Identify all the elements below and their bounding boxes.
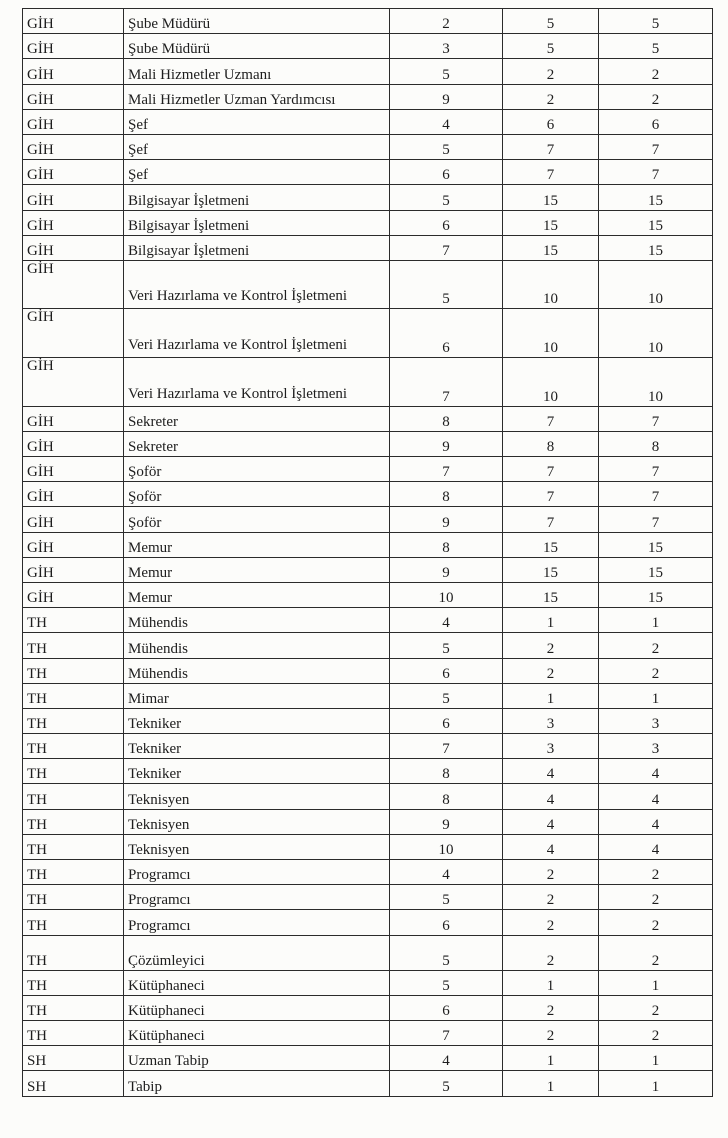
- title-cell: Memur: [124, 557, 390, 582]
- title-cell: Teknisyen: [124, 834, 390, 859]
- degree-cell: 5: [390, 683, 503, 708]
- count-cell: 1: [599, 970, 713, 995]
- degree-cell: 5: [390, 59, 503, 84]
- table-row: [23, 109, 713, 134]
- service-cell: GİH: [23, 84, 124, 109]
- title-cell: Memur: [124, 582, 390, 607]
- degree-cell: 9: [390, 84, 503, 109]
- degree-cell: 5: [390, 935, 503, 970]
- count-cell: 1: [503, 970, 599, 995]
- table-row: [23, 358, 713, 407]
- count-cell: 4: [599, 784, 713, 809]
- table-row: [23, 834, 713, 859]
- count-cell: 7: [599, 457, 713, 482]
- degree-cell: 6: [390, 708, 503, 733]
- title-cell: Teknisyen: [124, 809, 390, 834]
- service-cell: TH: [23, 1020, 124, 1045]
- count-cell: 2: [599, 59, 713, 84]
- degree-cell: 9: [390, 809, 503, 834]
- table-row: [23, 185, 713, 210]
- degree-cell: 7: [390, 1020, 503, 1045]
- service-cell: GİH: [23, 557, 124, 582]
- count-cell: 2: [503, 658, 599, 683]
- table-row: [23, 507, 713, 532]
- degree-cell: 6: [390, 995, 503, 1020]
- title-cell: Tabip: [124, 1071, 390, 1096]
- count-cell: 8: [503, 431, 599, 456]
- service-cell: TH: [23, 834, 124, 859]
- title-cell: Teknisyen: [124, 784, 390, 809]
- count-cell: 15: [599, 532, 713, 557]
- count-cell: 2: [503, 633, 599, 658]
- title-cell: Uzman Tabip: [124, 1046, 390, 1071]
- count-cell: 2: [599, 658, 713, 683]
- degree-cell: 4: [390, 608, 503, 633]
- table-row: [23, 134, 713, 159]
- count-cell: 7: [599, 134, 713, 159]
- title-cell: Şoför: [124, 457, 390, 482]
- count-cell: 1: [599, 608, 713, 633]
- service-cell: TH: [23, 885, 124, 910]
- service-cell: TH: [23, 970, 124, 995]
- count-cell: 15: [503, 185, 599, 210]
- count-cell: 2: [503, 59, 599, 84]
- table-row: [23, 633, 713, 658]
- service-cell: GİH: [23, 34, 124, 59]
- count-cell: 15: [599, 582, 713, 607]
- count-cell: 10: [599, 358, 713, 407]
- service-cell: GİH: [23, 59, 124, 84]
- count-cell: 3: [503, 734, 599, 759]
- count-cell: 2: [599, 995, 713, 1020]
- count-cell: 15: [503, 557, 599, 582]
- count-cell: 4: [503, 809, 599, 834]
- count-cell: 2: [503, 995, 599, 1020]
- table-row: [23, 532, 713, 557]
- table-row: [23, 935, 713, 970]
- staff-positions-table: [22, 8, 713, 1097]
- table-row: [23, 582, 713, 607]
- service-cell: TH: [23, 658, 124, 683]
- service-cell: GİH: [23, 358, 124, 407]
- service-cell: GİH: [23, 532, 124, 557]
- count-cell: 15: [599, 210, 713, 235]
- degree-cell: 8: [390, 482, 503, 507]
- count-cell: 2: [599, 885, 713, 910]
- table-body: [23, 9, 713, 1097]
- count-cell: 7: [599, 507, 713, 532]
- count-cell: 10: [503, 358, 599, 407]
- count-cell: 15: [503, 582, 599, 607]
- service-cell: GİH: [23, 482, 124, 507]
- degree-cell: 8: [390, 532, 503, 557]
- count-cell: 2: [599, 84, 713, 109]
- service-cell: SH: [23, 1046, 124, 1071]
- count-cell: 7: [503, 406, 599, 431]
- title-cell: Tekniker: [124, 708, 390, 733]
- count-cell: 7: [503, 482, 599, 507]
- degree-cell: 6: [390, 910, 503, 935]
- table-row: [23, 235, 713, 260]
- degree-cell: 9: [390, 557, 503, 582]
- count-cell: 3: [599, 734, 713, 759]
- count-cell: 4: [599, 809, 713, 834]
- title-cell: Tekniker: [124, 734, 390, 759]
- service-cell: GİH: [23, 406, 124, 431]
- count-cell: 2: [503, 1020, 599, 1045]
- title-cell: Bilgisayar İşletmeni: [124, 185, 390, 210]
- service-cell: TH: [23, 910, 124, 935]
- title-cell: Memur: [124, 532, 390, 557]
- degree-cell: 5: [390, 885, 503, 910]
- degree-cell: 6: [390, 658, 503, 683]
- count-cell: 2: [503, 860, 599, 885]
- service-cell: GİH: [23, 109, 124, 134]
- count-cell: 7: [599, 482, 713, 507]
- title-cell: Kütüphaneci: [124, 1020, 390, 1045]
- degree-cell: 8: [390, 406, 503, 431]
- degree-cell: 5: [390, 260, 503, 309]
- title-cell: Bilgisayar İşletmeni: [124, 210, 390, 235]
- table-row: [23, 683, 713, 708]
- degree-cell: 9: [390, 431, 503, 456]
- count-cell: 7: [503, 507, 599, 532]
- degree-cell: 4: [390, 109, 503, 134]
- count-cell: 4: [599, 759, 713, 784]
- count-cell: 15: [503, 532, 599, 557]
- count-cell: 5: [599, 9, 713, 34]
- degree-cell: 8: [390, 759, 503, 784]
- degree-cell: 10: [390, 834, 503, 859]
- service-cell: GİH: [23, 260, 124, 309]
- count-cell: 10: [503, 309, 599, 358]
- table-row: [23, 457, 713, 482]
- degree-cell: 10: [390, 582, 503, 607]
- count-cell: 1: [503, 608, 599, 633]
- count-cell: 15: [599, 185, 713, 210]
- service-cell: TH: [23, 784, 124, 809]
- title-cell: Veri Hazırlama ve Kontrol İşletmeni: [124, 358, 390, 407]
- title-cell: Bilgisayar İşletmeni: [124, 235, 390, 260]
- count-cell: 15: [503, 235, 599, 260]
- degree-cell: 5: [390, 970, 503, 995]
- degree-cell: 4: [390, 1046, 503, 1071]
- service-cell: TH: [23, 759, 124, 784]
- count-cell: 15: [599, 235, 713, 260]
- degree-cell: 5: [390, 633, 503, 658]
- title-cell: Şube Müdürü: [124, 34, 390, 59]
- service-cell: GİH: [23, 9, 124, 34]
- title-cell: Mühendis: [124, 633, 390, 658]
- title-cell: Programcı: [124, 910, 390, 935]
- count-cell: 2: [503, 935, 599, 970]
- title-cell: Şoför: [124, 482, 390, 507]
- degree-cell: 7: [390, 235, 503, 260]
- title-cell: Mali Hizmetler Uzmanı: [124, 59, 390, 84]
- count-cell: 4: [503, 759, 599, 784]
- count-cell: 7: [503, 160, 599, 185]
- table-row: [23, 658, 713, 683]
- table-row: [23, 9, 713, 34]
- table-row: [23, 210, 713, 235]
- count-cell: 1: [503, 683, 599, 708]
- count-cell: 10: [503, 260, 599, 309]
- title-cell: Çözümleyici: [124, 935, 390, 970]
- table-row: [23, 482, 713, 507]
- table-row: [23, 1071, 713, 1096]
- count-cell: 7: [599, 406, 713, 431]
- service-cell: GİH: [23, 431, 124, 456]
- table-row: [23, 970, 713, 995]
- degree-cell: 5: [390, 185, 503, 210]
- count-cell: 2: [599, 860, 713, 885]
- count-cell: 7: [503, 457, 599, 482]
- count-cell: 3: [503, 708, 599, 733]
- title-cell: Tekniker: [124, 759, 390, 784]
- degree-cell: 2: [390, 9, 503, 34]
- title-cell: Sekreter: [124, 406, 390, 431]
- count-cell: 1: [503, 1071, 599, 1096]
- count-cell: 1: [503, 1046, 599, 1071]
- degree-cell: 7: [390, 457, 503, 482]
- title-cell: Mühendis: [124, 608, 390, 633]
- service-cell: TH: [23, 809, 124, 834]
- table-row: [23, 1020, 713, 1045]
- count-cell: 10: [599, 260, 713, 309]
- table-row: [23, 557, 713, 582]
- title-cell: Mali Hizmetler Uzman Yardımcısı: [124, 84, 390, 109]
- service-cell: GİH: [23, 457, 124, 482]
- count-cell: 4: [503, 834, 599, 859]
- count-cell: 3: [599, 708, 713, 733]
- service-cell: GİH: [23, 185, 124, 210]
- service-cell: TH: [23, 935, 124, 970]
- title-cell: Şef: [124, 160, 390, 185]
- table-row: [23, 160, 713, 185]
- count-cell: 5: [599, 34, 713, 59]
- table-row: [23, 34, 713, 59]
- count-cell: 6: [503, 109, 599, 134]
- count-cell: 2: [599, 910, 713, 935]
- service-cell: GİH: [23, 309, 124, 358]
- service-cell: TH: [23, 860, 124, 885]
- degree-cell: 5: [390, 134, 503, 159]
- service-cell: GİH: [23, 210, 124, 235]
- table-row: [23, 885, 713, 910]
- count-cell: 5: [503, 9, 599, 34]
- table-row: [23, 406, 713, 431]
- title-cell: Veri Hazırlama ve Kontrol İşletmeni: [124, 309, 390, 358]
- table-row: [23, 809, 713, 834]
- table-row: [23, 84, 713, 109]
- count-cell: 7: [599, 160, 713, 185]
- count-cell: 8: [599, 431, 713, 456]
- service-cell: GİH: [23, 134, 124, 159]
- table-row: [23, 260, 713, 309]
- count-cell: 15: [599, 557, 713, 582]
- degree-cell: 7: [390, 734, 503, 759]
- service-cell: TH: [23, 683, 124, 708]
- count-cell: 6: [599, 109, 713, 134]
- table-row: [23, 860, 713, 885]
- table-row: [23, 59, 713, 84]
- degree-cell: 5: [390, 1071, 503, 1096]
- degree-cell: 6: [390, 160, 503, 185]
- title-cell: Veri Hazırlama ve Kontrol İşletmeni: [124, 260, 390, 309]
- title-cell: Sekreter: [124, 431, 390, 456]
- service-cell: GİH: [23, 582, 124, 607]
- title-cell: Programcı: [124, 860, 390, 885]
- table-row: [23, 734, 713, 759]
- count-cell: 5: [503, 34, 599, 59]
- count-cell: 2: [503, 885, 599, 910]
- title-cell: Mimar: [124, 683, 390, 708]
- count-cell: 2: [503, 84, 599, 109]
- service-cell: GİH: [23, 235, 124, 260]
- degree-cell: 4: [390, 860, 503, 885]
- title-cell: Şef: [124, 134, 390, 159]
- degree-cell: 7: [390, 358, 503, 407]
- title-cell: Programcı: [124, 885, 390, 910]
- table-row: [23, 1046, 713, 1071]
- count-cell: 2: [599, 633, 713, 658]
- count-cell: 4: [599, 834, 713, 859]
- table-row: [23, 608, 713, 633]
- service-cell: SH: [23, 1071, 124, 1096]
- count-cell: 1: [599, 683, 713, 708]
- count-cell: 2: [503, 910, 599, 935]
- title-cell: Kütüphaneci: [124, 970, 390, 995]
- service-cell: TH: [23, 734, 124, 759]
- count-cell: 4: [503, 784, 599, 809]
- service-cell: TH: [23, 608, 124, 633]
- degree-cell: 6: [390, 210, 503, 235]
- count-cell: 10: [599, 309, 713, 358]
- table-row: [23, 431, 713, 456]
- table-row: [23, 910, 713, 935]
- count-cell: 7: [503, 134, 599, 159]
- degree-cell: 8: [390, 784, 503, 809]
- title-cell: Kütüphaneci: [124, 995, 390, 1020]
- count-cell: 1: [599, 1071, 713, 1096]
- degree-cell: 9: [390, 507, 503, 532]
- title-cell: Şube Müdürü: [124, 9, 390, 34]
- service-cell: TH: [23, 708, 124, 733]
- count-cell: 2: [599, 1020, 713, 1045]
- table-row: [23, 759, 713, 784]
- table-row: [23, 708, 713, 733]
- degree-cell: 3: [390, 34, 503, 59]
- title-cell: Mühendis: [124, 658, 390, 683]
- count-cell: 2: [599, 935, 713, 970]
- title-cell: Şef: [124, 109, 390, 134]
- service-cell: GİH: [23, 160, 124, 185]
- count-cell: 1: [599, 1046, 713, 1071]
- service-cell: GİH: [23, 507, 124, 532]
- degree-cell: 6: [390, 309, 503, 358]
- table-row: [23, 784, 713, 809]
- service-cell: TH: [23, 995, 124, 1020]
- service-cell: TH: [23, 633, 124, 658]
- table-row: [23, 995, 713, 1020]
- count-cell: 15: [503, 210, 599, 235]
- title-cell: Şoför: [124, 507, 390, 532]
- table-row: [23, 309, 713, 358]
